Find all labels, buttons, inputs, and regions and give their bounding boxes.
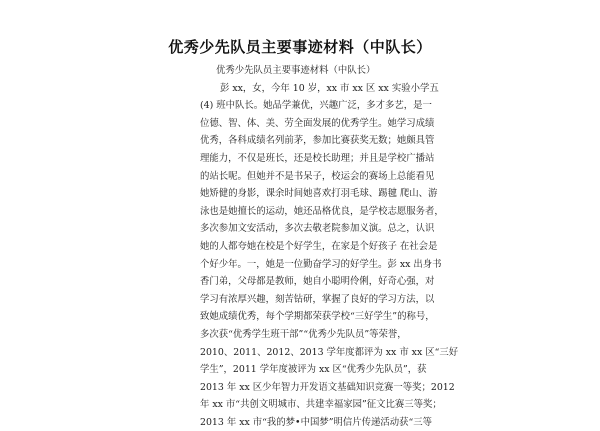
paragraph-line: 2013 年 xx 市“我的梦•中国梦”明信片传递活动获“三等 — [200, 416, 433, 428]
paragraph-line: 学生”，2011 学年度被评为 xx 区“优秀少先队员”，获 — [200, 364, 427, 376]
paragraph-line: 个好少年。一，她是一位勤奋学习的好学生。彭 xx 出身书 — [200, 258, 442, 270]
paragraph-line: (4) 班中队长。她品学兼优，兴趣广泛，多才多艺，是一 — [200, 100, 432, 112]
paragraph-line: 香门弟，父母都是教师，她自小聪明伶俐，好奇心强，对 — [200, 276, 435, 288]
paragraph-line: 2013 年 xx 区少年智力开发语文基础知识竞赛一等奖；2012 — [200, 381, 455, 393]
paragraph-line: 致她成绩优秀，每个学期都荣获学校“三好学生”的称号， — [200, 311, 435, 323]
paragraph-line: 泳也是她擅长的运动，她还品格优良，是学校志愿服务者， — [200, 205, 444, 217]
paragraph-line: 2010、2011、2012、2013 学年度都评为 xx 市 xx 区“三好 — [200, 346, 459, 358]
paragraph-line: 多次参加文安活动，多次去敬老院参加义演。总之，认识 — [200, 223, 435, 235]
paragraph-line: 彭 xx，女，今年 10 岁，xx 市 xx 区 xx 实验小学五 — [220, 82, 439, 94]
paragraph-line: 的站长呢。但她并不是书呆子，校运会的赛场上总能看见 — [200, 170, 435, 182]
paragraph-line: 理能力，不仅是班长，还是校长助理；并且是学校广播站 — [200, 152, 435, 164]
paragraph-line: 她矫健的身影，课余时间她喜欢打羽毛球、踢毽 爬山、游 — [200, 188, 438, 200]
paragraph-line: 学习有浓厚兴趣，刻苦钻研，掌握了良好的学习方法，以 — [200, 293, 435, 305]
document-title: 优秀少先队员主要事迹材料（中队长） — [168, 38, 432, 56]
paragraph-line: 多次获“优秀学生班干部”“优秀少先队员”等荣誉， — [200, 328, 407, 340]
document-body — [200, 62, 459, 431]
paragraph-line: 她的人都夸她在校是个好学生，在家是个好孩子 在社会是 — [200, 240, 438, 252]
paragraph-line: 优秀，各科成绩名列前茅，参加比赛获奖无数；她颇具管 — [200, 135, 435, 147]
paragraph-line: 位德、智、体、美、劳全面发展的优秀学生。她学习成绩 — [200, 117, 435, 129]
document-subtitle-line: 优秀少先队员主要事迹材料（中队长） — [216, 65, 376, 76]
paragraph-line: 年 xx 市“共创文明城市、共建幸福家园”征文比赛三等奖； — [200, 399, 442, 411]
